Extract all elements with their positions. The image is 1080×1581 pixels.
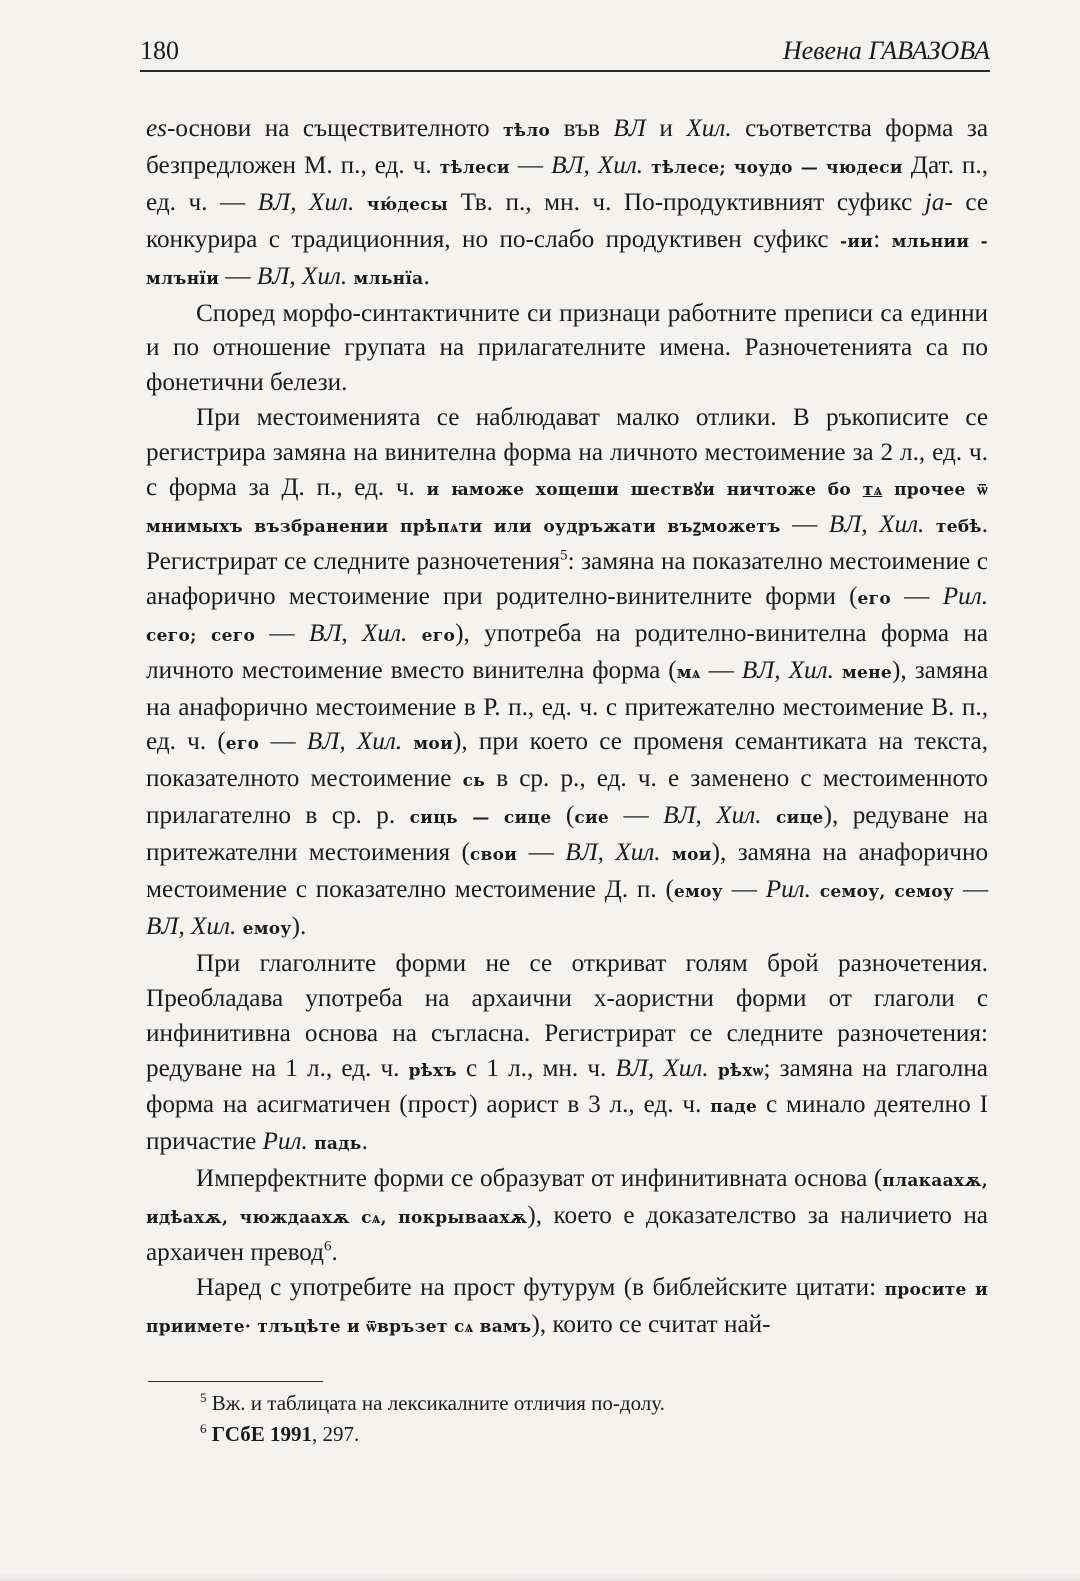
manuscript-siglum: ВЛ, Хил. [257, 188, 355, 216]
text-span: Тв. п., мн. ч. По-продуктивният суфикс [448, 188, 925, 216]
old-slavonic-word: паде [710, 1097, 758, 1118]
old-slavonic-word: емоу [242, 918, 292, 939]
text-span: ( [551, 802, 575, 830]
text-span: : [873, 225, 892, 253]
text-span: — [700, 656, 742, 684]
old-slavonic-word: семоу, семоу [819, 882, 955, 903]
text-span [709, 1055, 718, 1082]
old-slavonic-word: мои [413, 734, 453, 755]
manuscript-siglum: ВЛ, Хил. [565, 839, 661, 867]
old-slavonic-word: сице [776, 808, 824, 829]
footnote-mark: 5 [200, 1390, 207, 1405]
running-header [140, 26, 990, 72]
old-slavonic-word: чю́десы [366, 194, 449, 215]
old-slavonic-quote-underlined: тѧ [862, 480, 883, 501]
text-span: . [331, 1239, 338, 1267]
text-span: съответства форма за безпредложен М. п., ед. ч. [146, 115, 989, 179]
manuscript-siglum: ВЛ, Хил. [308, 619, 408, 647]
text-span [643, 152, 651, 179]
old-slavonic-word: мльнїа [353, 268, 424, 289]
text-span [834, 657, 842, 684]
manuscript-siglum: Рил. [765, 876, 811, 904]
old-slavonic-word: его [857, 588, 892, 609]
text-span: Наред с употребите на прост футурум (в библейските цитати: [196, 1274, 885, 1301]
text-span: . [361, 1128, 368, 1156]
footnote-6 [200, 1419, 980, 1450]
text-span: es [146, 115, 167, 142]
text-span: . [423, 262, 430, 290]
text-span: — [517, 839, 566, 867]
text-span: ), замяна на анафорично местоимение в Р. п., ед. ч. с притежателно местоимение В. п., ед. ч. ( [146, 656, 989, 756]
manuscript-siglum: Рил. [942, 582, 989, 610]
old-slavonic-word: -ии [840, 231, 874, 252]
old-slavonic-word: его [421, 625, 456, 646]
old-slavonic-word: сие [574, 808, 610, 829]
text-span: Имперфектните форми се образуват от инфинитивната основа ( [196, 1165, 883, 1193]
text-span: във [550, 115, 614, 142]
text-span: — [259, 728, 307, 756]
text-span [661, 839, 672, 866]
old-slavonic-word: сего; сего [146, 625, 256, 646]
manuscript-siglum: ВЛ [613, 115, 646, 142]
old-slavonic-word: его [225, 734, 260, 755]
text-span: — [255, 619, 309, 647]
text-span: в ср. р., ед. ч. е заменено с местоименното прилагателно в ср. р. [146, 765, 988, 830]
footnote-text: Вж. и таблицата на лексикалните отличия по-долу. [206, 1391, 665, 1415]
old-slavonic-word: мѧ [676, 662, 701, 683]
paragraph-4 [146, 947, 988, 1162]
text-span: ), редуване на притежателни местоимения ( [146, 802, 989, 867]
paragraph-6 [146, 1271, 988, 1345]
text-span [762, 802, 776, 829]
text-span: — [780, 510, 829, 538]
text-span: с минало деятелно I причастие [146, 1091, 989, 1156]
text-span [851, 474, 863, 501]
text-span: . Регистрират се следните разночетения [146, 510, 989, 575]
manuscript-siglum: ВЛ, Хил. [306, 728, 403, 756]
text-span: ), употреба на родително-винителна форма на личното местоимение вместо винителна форма ( [146, 619, 989, 684]
manuscript-siglum: ВЛ, Хил. [663, 802, 762, 830]
old-slavonic-word: плакаахѫ, идѣахѫ, чюждаахѫ сѧ, покрываахѫ [146, 1171, 988, 1229]
old-slavonic-word: тѣлеси [439, 157, 510, 178]
text-span: ja [924, 188, 945, 216]
footnote-5 [200, 1388, 980, 1419]
old-slavonic-word: сь [462, 771, 486, 792]
text-span: Дат. п., ед. ч. — [146, 151, 989, 216]
text-span: - се конкурира с традиционния, но по-слабо продуктивен суфикс [146, 188, 988, 253]
running-header-author: Невена ГАВАЗОВА [782, 36, 990, 65]
manuscript-siglum: ВЛ, Хил. [741, 656, 834, 684]
old-slavonic-quote: прочее ѿ мнимыхъ възбранении прѣпѧти или оудръжати въꙁможетъ [146, 480, 989, 537]
page-number: 180 [140, 36, 179, 65]
footnotes [200, 1388, 980, 1450]
text-span: ), при което се променя семантиката на текста, показателното местоимение [146, 728, 989, 793]
footnote-separator [148, 1381, 323, 1382]
old-slavonic-word: тѣлесе; чоудо — чюдеси [651, 157, 903, 178]
text-span [402, 728, 413, 755]
footnote-ref-5[interactable]: 5 [560, 547, 568, 564]
text-span: ). [291, 912, 307, 940]
manuscript-siglum: ВЛ, Хил. [256, 262, 348, 290]
text-span: ), което е доказателство за наличието на архаичен превод [146, 1202, 988, 1267]
manuscript-siglum: ВЛ, Хил. [551, 151, 644, 179]
text-span: — [954, 876, 989, 904]
text-span: При местоименията се наблюдават малко отлики. В ръкописите се регистрира замяна на винителна форма на личното местоимение за 2 л., ед. ч. с форма за Д. п., ед. ч. [146, 404, 988, 502]
scan-edge-shadow [0, 1573, 1080, 1581]
text-span: — [509, 151, 552, 179]
text-span [407, 620, 421, 647]
old-slavonic-word: мльнии - млънїи [146, 231, 989, 289]
footnote-mark: 6 [200, 1421, 207, 1436]
manuscript-siglum: Рил. [262, 1128, 308, 1156]
manuscript-siglum: Хил. [686, 115, 732, 142]
old-slavonic-word: емоу [673, 882, 723, 903]
text-span: — [609, 802, 664, 830]
old-slavonic-quote: и ꙗможе хощеши шествꙋи ничтоже бо [426, 480, 852, 501]
old-slavonic-word: тебѣ [935, 516, 982, 537]
text-span: с 1 л., мн. ч. [456, 1054, 616, 1082]
old-slavonic-word: сиць — сице [409, 808, 552, 829]
old-slavonic-word: тѣло [503, 121, 551, 141]
text-span [811, 876, 820, 903]
text-span: — [219, 262, 257, 290]
text-span [924, 511, 936, 538]
text-span: ; замяна на глаголна форма на асигматичен (прост) аорист в 3 л., ед. ч. [146, 1054, 988, 1119]
footnote-text: , 297. [312, 1422, 360, 1446]
old-slavonic-word: рѣхъ [408, 1060, 457, 1081]
text-span: и [645, 115, 687, 142]
paragraph-5 [146, 1162, 988, 1271]
manuscript-siglum: ВЛ, Хил. [615, 1054, 709, 1082]
footnote-ref-6[interactable]: 6 [323, 1238, 332, 1255]
paragraph-1 [146, 112, 988, 297]
paragraph-3 [146, 401, 988, 947]
manuscript-siglum: ВЛ, Хил. [146, 912, 237, 940]
body-text [146, 112, 988, 1345]
manuscript-siglum: ВЛ, Хил. [828, 510, 925, 538]
text-span [354, 189, 367, 216]
old-slavonic-word: мене [841, 662, 892, 683]
old-slavonic-word: падь [314, 1134, 362, 1155]
text-span: — [722, 876, 766, 904]
footnote-citation: ГСбЕ 1991 [211, 1422, 313, 1446]
old-slavonic-word: свои [469, 845, 518, 866]
text-span [882, 474, 894, 501]
text-span: При глаголните форми не се откриват голям брой разночетения. Преобладава употреба на архаични х-аористни форми от глаголи с инфинитивна основа на съгласна. Регистрират се следните разночетения: редуване на 1 л., ед. ч. [146, 949, 988, 1082]
text-span: -основи на съществителното [166, 115, 504, 142]
old-slavonic-word: рѣхѡ [717, 1060, 764, 1081]
old-slavonic-quote: просите и приимете· тлъцѣте и ѿвръзет сѧ вамъ [146, 1280, 988, 1337]
text-span: : замяна на показателно местоимение с анафорично местоимение при родително-винителните форми ( [146, 547, 988, 610]
text-span: ), замяна на анафорично местоимение с показателно местоимение Д. п. ( [146, 839, 989, 904]
paragraph-2: Според морфо-синтактичните си признаци работните преписи са единни и по отношение групата на прилагателните имена. Разночетенията са по фонетични белези. [146, 299, 988, 397]
text-span: — [891, 582, 943, 610]
text-span: ), които се считат най- [531, 1310, 771, 1338]
old-slavonic-word: мои [672, 845, 712, 866]
